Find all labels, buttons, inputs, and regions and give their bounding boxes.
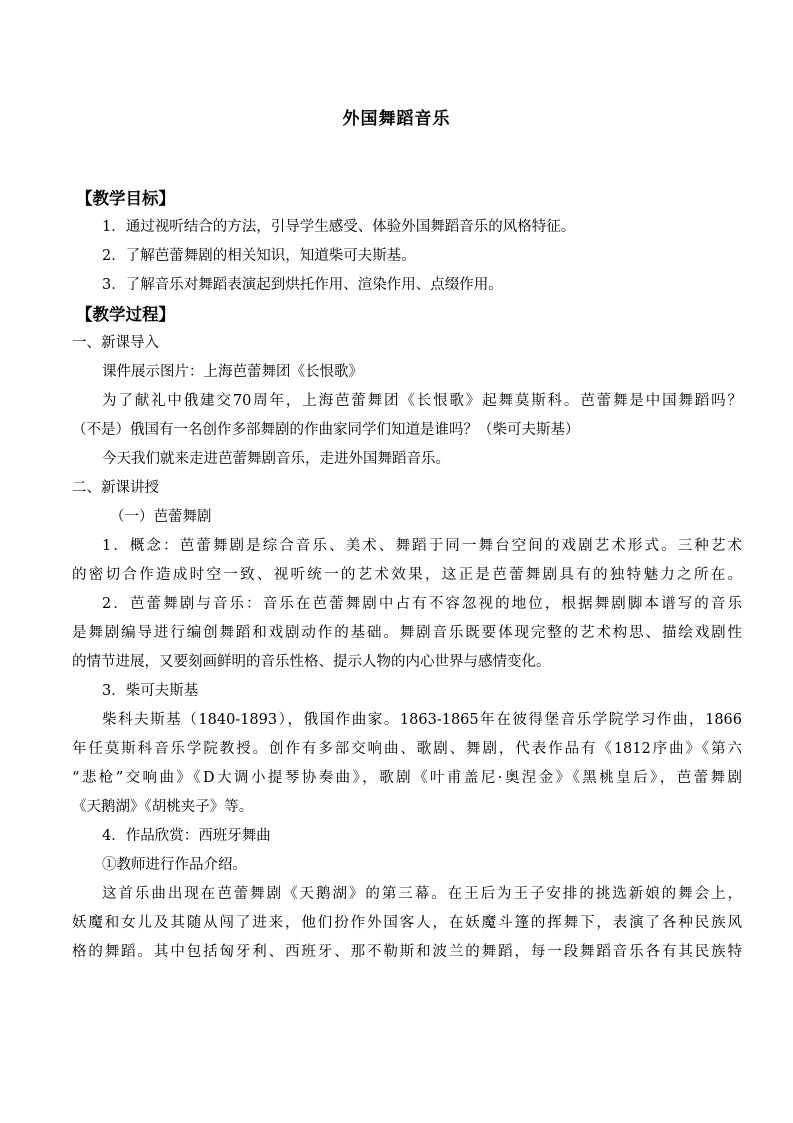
paragraph-line: 柴科夫斯基（1840-1893），俄国作曲家。1863-1865年在彼得堡音乐学院学习作曲，1866: [102, 712, 742, 728]
document-title: 外国舞蹈音乐: [342, 109, 451, 129]
section-heading-lecture: 二、新课讲授: [72, 480, 159, 496]
paragraph-line: “悲枪”交响曲》《D大调小提琴协奏曲》，歌剧《叶甫盖尼·奥涅金》《黑桃皇后》，芭蕾舞剧: [72, 770, 742, 786]
section-heading-intro: 一、新课导入: [72, 335, 159, 351]
goals-heading: 【教学目标】: [76, 189, 175, 208]
paragraph-line: 2．芭蕾舞剧与音乐：音乐在芭蕾舞剧中占有不容忽视的地位，根据舞剧脚本谱写的音乐: [102, 596, 742, 612]
subsection-heading-ballet: （一）芭蕾舞剧: [110, 509, 212, 525]
paragraph-line: ①教师进行作品介绍。: [102, 857, 247, 873]
goal-item-3: 3．了解音乐对舞蹈表演起到烘托作用、渲染作用、点缀作用。: [102, 277, 503, 293]
paragraph-line: 的情节进展，又要刻画鲜明的音乐性格、提示人物的内心世界与感情变化。: [72, 654, 551, 670]
paragraph-line: 今天我们就来走进芭蕾舞剧音乐，走进外国舞蹈音乐。: [102, 451, 450, 467]
paragraph-line: 1．概念：芭蕾舞剧是综合音乐、美术、舞蹈于同一舞台空间的戏剧艺术形式。三种艺术: [102, 538, 742, 554]
document-body: [72, 184, 742, 967]
paragraph-line: 这首乐曲出现在芭蕾舞剧《天鹅湖》的第三幕。在王后为王子安排的挑选新娘的舞会上，: [102, 886, 742, 902]
paragraph-line: 《天鹅湖》《胡桃夹子》等。: [72, 799, 254, 815]
paragraph-line: 妖魔和女儿及其随从闯了进来，他们扮作外国客人，在妖魔斗篷的挥舞下，表演了各种民族风: [72, 915, 742, 931]
process-heading: 【教学过程】: [76, 305, 175, 324]
paragraph-line: 的密切合作造成时空一致、视听统一的艺术效果，这正是芭蕾舞剧具有的独特魅力之所在。: [72, 567, 742, 583]
paragraph-line: 3．柴可夫斯基: [102, 683, 199, 699]
paragraph-line: （不是）俄国有一名创作多部舞剧的作曲家同学们知道是谁吗？（柴可夫斯基）: [72, 422, 580, 438]
paragraph-line: 4．作品欣赏：西班牙舞曲: [102, 828, 271, 844]
paragraph-line: 课件展示图片：上海芭蕾舞团《长恨歌》: [102, 364, 363, 380]
goal-item-1: 1．通过视听结合的方法，引导学生感受、体验外国舞蹈音乐的风格特征。: [102, 219, 576, 235]
goal-item-2: 2．了解芭蕾舞剧的相关知识，知道柴可夫斯基。: [102, 248, 416, 264]
paragraph-line: 年任莫斯科音乐学院教授。创作有多部交响曲、歌剧、舞剧，代表作品有《1812序曲》《第六: [72, 741, 742, 757]
paragraph-line: 格的舞蹈。其中包括匈牙利、西班牙、那不勒斯和波兰的舞蹈，每一段舞蹈音乐各有其民族特: [72, 944, 742, 960]
paragraph-line: 为了献礼中俄建交70周年，上海芭蕾舞团《长恨歌》起舞莫斯科。芭蕾舞是中国舞蹈吗？: [102, 393, 742, 409]
paragraph-line: 是舞剧编导进行编创舞蹈和戏剧动作的基础。舞剧音乐既要体现完整的艺术构思、描绘戏剧性: [72, 625, 742, 641]
